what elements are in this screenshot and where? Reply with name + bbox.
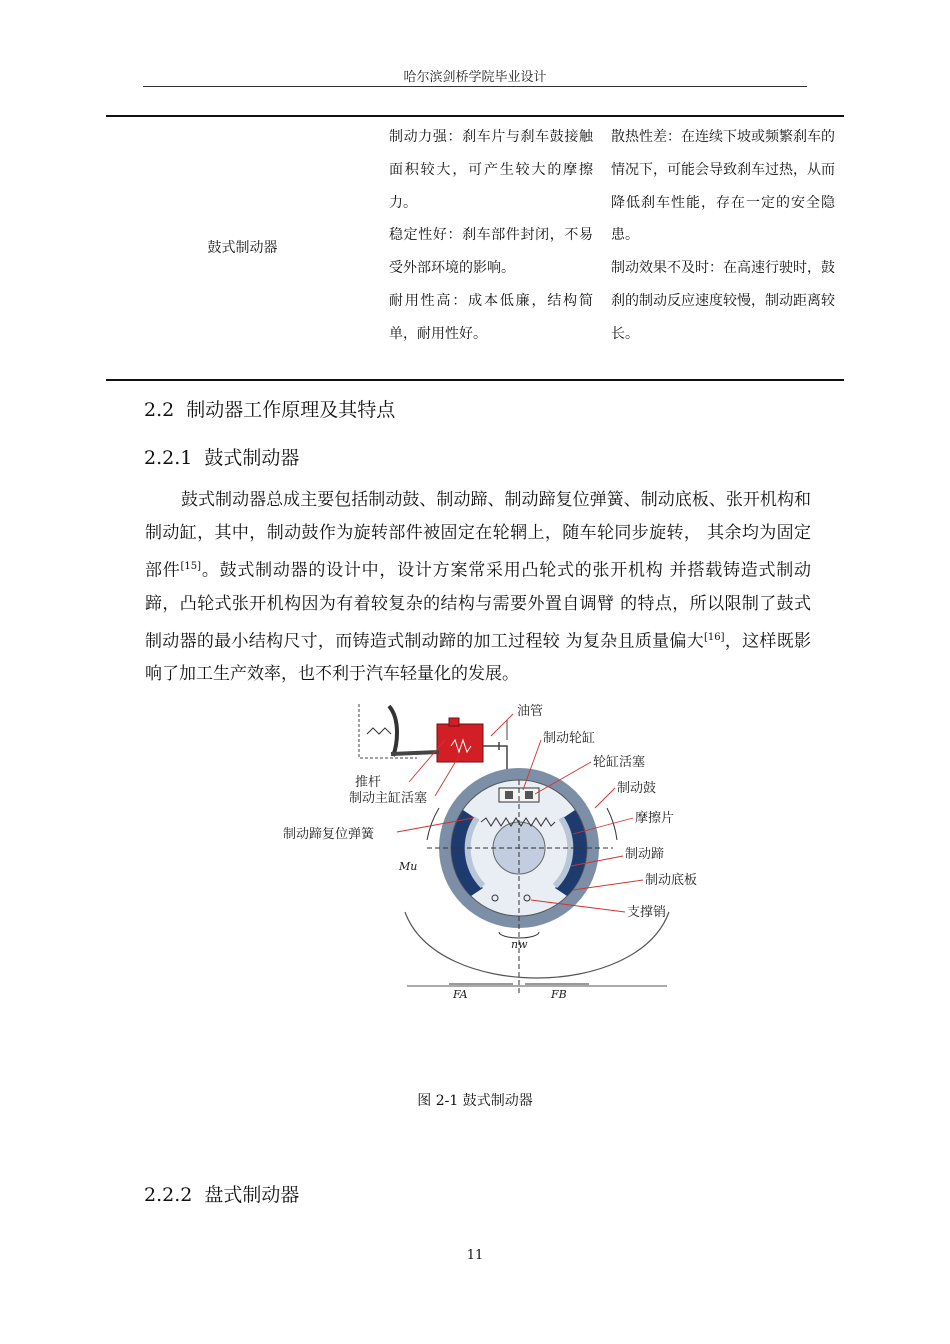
drum-brake-diagram (277, 700, 707, 1000)
label-nw: nw (511, 938, 528, 951)
table-top-rule (106, 115, 844, 117)
advantage-item: 稳定性好：刹车部件封闭，不易受外部环境的影响。 (389, 227, 593, 277)
section-heading-2-2 (144, 395, 395, 422)
table-bottom-rule (106, 379, 844, 381)
paragraph-text: ，这样既影响了加工生产效率，也不利于汽车轻量化的发展。 (145, 631, 812, 685)
disadvantage-item: 散热性差：在连续下坡或频繁刹车的情况下，可能会导致刹车过热，从而降低刹车性能，存在一定的安全隐患。 (611, 129, 835, 244)
section-title: 鼓式制动器 (204, 447, 300, 469)
label-oil-pipe: 油管 (517, 704, 544, 719)
body-paragraph (145, 484, 811, 691)
citation: [16] (704, 631, 725, 643)
section-title: 盘式制动器 (204, 1184, 300, 1206)
label-wheel-cylinder: 制动轮缸 (543, 731, 596, 746)
label-pivot-pin: 支撑销 (627, 905, 667, 920)
push-rod-line (391, 752, 439, 754)
label-push-rod: 推杆 (355, 775, 382, 790)
advantage-item: 耐用性高：成本低廉，结构简单，耐用性好。 (389, 292, 593, 342)
label-fb: FB (551, 988, 567, 1000)
section-number: 2.2.1 (144, 447, 193, 469)
label-return-spring: 制动蹄复位弹簧 (283, 827, 375, 842)
paragraph-text: 鼓式制动器总成主要包括制动鼓、制动蹄、制动蹄复位弹簧、制动底板、张开机构和制动缸，其中，制动鼓作为旋转部件被固定在轮辋上，随车轮同步旋转， 其余均为固定部件 (145, 490, 811, 581)
figure-caption: 图 2-1 鼓式制动器 (417, 1093, 533, 1109)
wheel-cylinder-piston-left (505, 791, 513, 799)
citation: [15] (180, 561, 202, 572)
table-cell-advantages (389, 121, 593, 351)
paragraph-text: 。鼓式制动器的设计中，设计方案常采用凸轮式的张开机构 并搭载铸造式制动蹄，凸轮式张开机构因为有着较复杂的结构与需要外置自调臂 的特点，所以限制了鼓式制动器的最小结构尺寸，而铸造式制动蹄的加工过程较 为复杂且质量偏大 (145, 560, 812, 652)
wheel-cylinder-piston-right (525, 791, 533, 799)
label-lining: 摩擦片 (635, 811, 675, 826)
section-number: 2.2.2 (144, 1184, 193, 1206)
moment-arrow (427, 808, 439, 840)
pedal-spring (367, 728, 391, 734)
label-shoe: 制动蹄 (625, 847, 665, 862)
pedal-arm (389, 706, 397, 756)
disadvantage-item: 制动效果不及时：在高速行驶时，鼓刹的制动反应速度较慢，制动距离较长。 (611, 260, 835, 342)
label-mu: Mu (399, 860, 418, 873)
master-cylinder (437, 724, 483, 762)
section-heading-2-2-2 (144, 1180, 299, 1207)
table-cell-type: 鼓式制动器 (207, 240, 278, 256)
reservoir-cap (449, 718, 459, 726)
section-title: 制动器工作原理及其特点 (186, 399, 396, 421)
label-cylinder-piston: 轮缸活塞 (593, 755, 646, 770)
advantage-item: 制动力强：刹车片与刹车鼓接触面积较大，可产生较大的摩擦力。 (389, 129, 593, 211)
section-number: 2.2 (144, 399, 175, 421)
header-rule (143, 86, 807, 87)
label-fa: FA (453, 988, 468, 1000)
page-header: 哈尔滨剑桥学院毕业设计 (403, 70, 547, 85)
label-backing-plate: 制动底板 (645, 873, 698, 888)
label-master-piston: 制动主缸活塞 (349, 791, 428, 806)
table-cell-disadvantages (611, 121, 835, 351)
label-drum: 制动鼓 (617, 781, 657, 796)
page-number: 11 (466, 1248, 484, 1263)
section-heading-2-2-1 (144, 443, 299, 470)
